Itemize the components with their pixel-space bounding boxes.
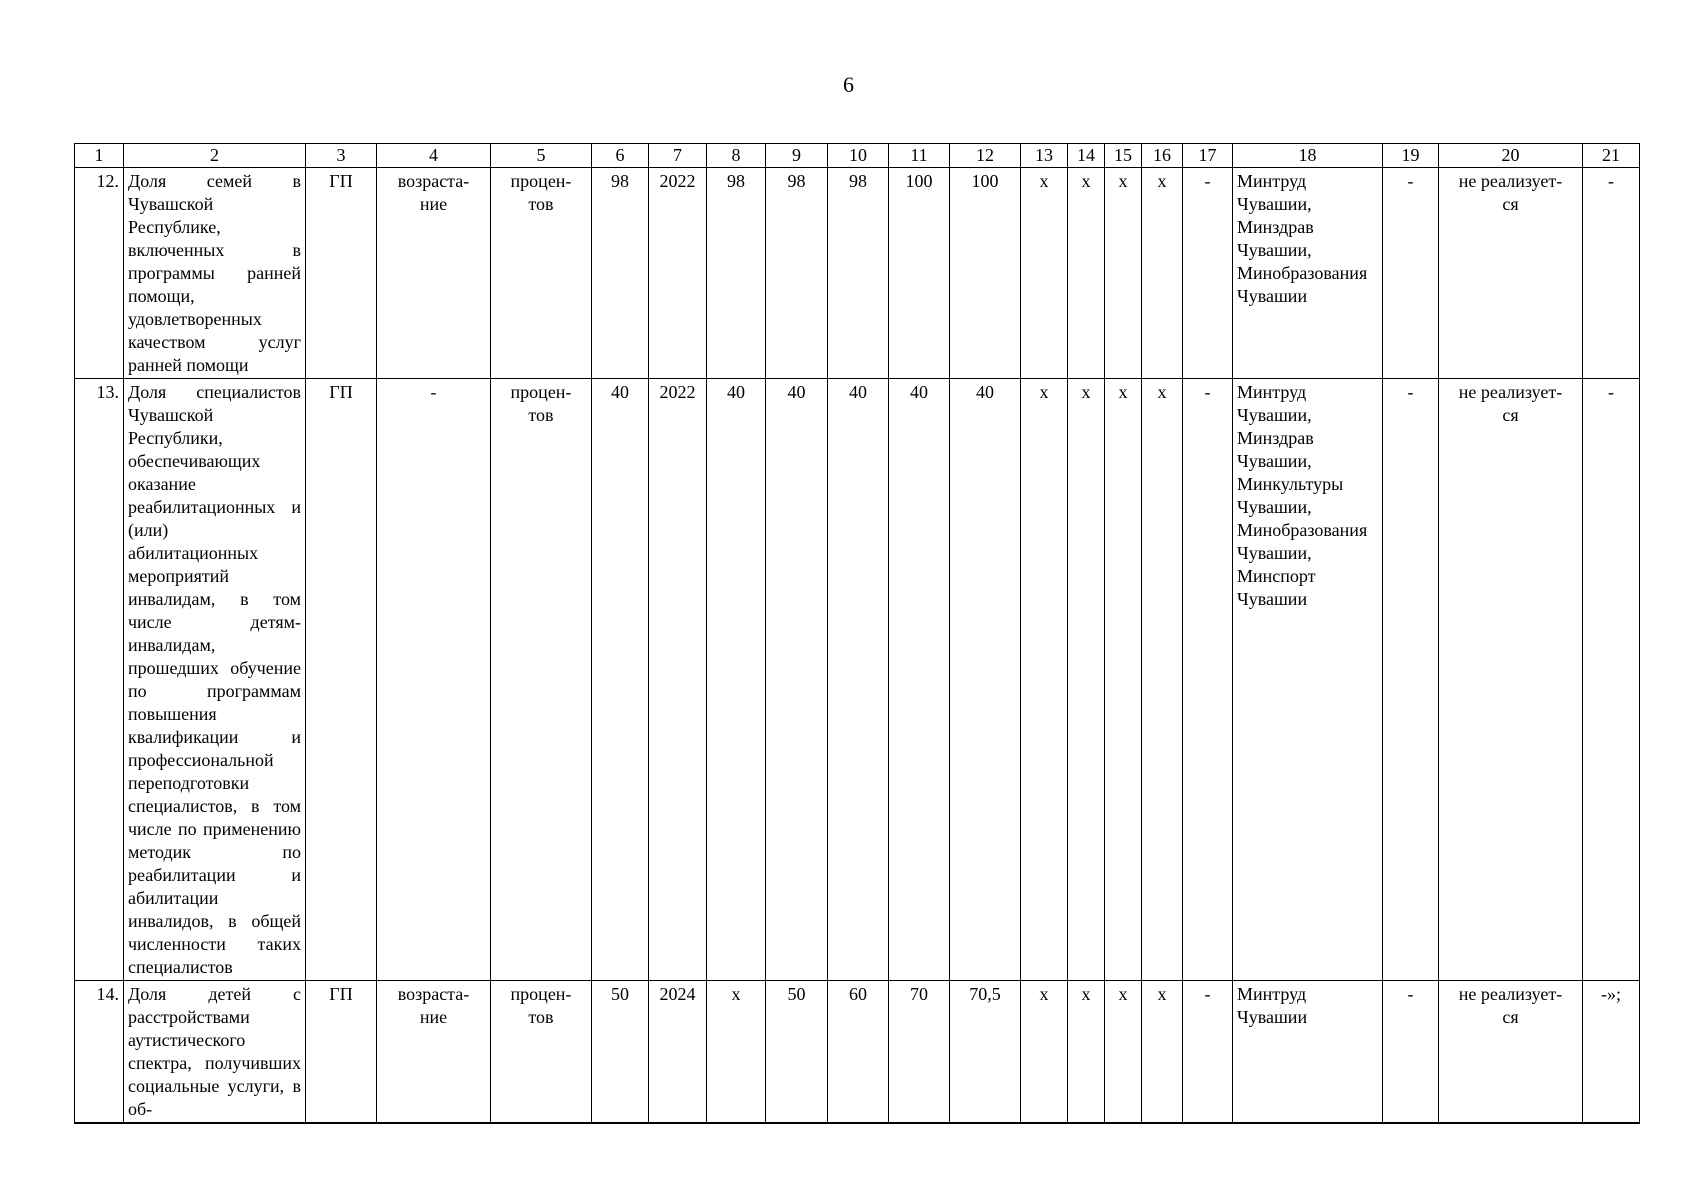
column-header: 3	[306, 144, 377, 168]
column-header: 7	[649, 144, 707, 168]
table-row	[75, 379, 1640, 981]
base-year: 2022	[649, 168, 707, 379]
column-header: 18	[1233, 144, 1383, 168]
base-year: 2022	[649, 379, 707, 981]
cell-value: 98	[766, 168, 828, 379]
cell-value: -	[1583, 168, 1640, 379]
column-header: 11	[889, 144, 950, 168]
cell-value: 40	[766, 379, 828, 981]
indicator-name: Доля специалистов Чувашской Республики, обеспечивающих оказание реабилитационных и (или) абилитационных мероприятий инвалидам, в том числе детям-инвалидам, прошедших обучение по программам повышения квалификации и профессиональной переподготовки специалистов, в том числе по применению методик по реабилитации и абилитации инвалидов, в общей численности таких специалистов	[124, 379, 306, 981]
column-header: 1	[75, 144, 124, 168]
table-row	[75, 981, 1640, 1124]
implementation-status: не реализует- ся	[1439, 981, 1583, 1124]
unit: процен- тов	[491, 981, 592, 1124]
cell-value: -	[1383, 379, 1439, 981]
column-header: 8	[707, 144, 766, 168]
row-number: 12.	[75, 168, 124, 379]
column-header: 17	[1183, 144, 1233, 168]
cell-value: -	[1583, 379, 1640, 981]
cell-value: x	[1021, 981, 1068, 1124]
cell-value: x	[1105, 981, 1142, 1124]
cell-value: 98	[828, 168, 889, 379]
page-number: 6	[843, 72, 854, 97]
cell-value: 100	[950, 168, 1021, 379]
program-type: ГП	[306, 981, 377, 1124]
base-year: 2024	[649, 981, 707, 1124]
cell-value: 40	[889, 379, 950, 981]
cell-value: x	[1068, 379, 1105, 981]
program-type: ГП	[306, 379, 377, 981]
cell-value: x	[1105, 168, 1142, 379]
responsible-agencies: Минтруд Чувашии, Минздрав Чувашии, Минкультуры Чувашии, Минобразования Чувашии, Минспорт Чувашии	[1233, 379, 1383, 981]
trend: возраста- ние	[377, 168, 491, 379]
table-row	[75, 168, 1640, 379]
cell-value: x	[1142, 981, 1183, 1124]
cell-value: 98	[707, 168, 766, 379]
indicator-name: Доля семей в Чувашской Республике, включенных в программы ранней помощи, удовлетворенных качеством услуг ранней помощи	[124, 168, 306, 379]
cell-value: 40	[707, 379, 766, 981]
cell-value: x	[707, 981, 766, 1124]
cell-value: 40	[828, 379, 889, 981]
column-header: 19	[1383, 144, 1439, 168]
cell-value: -	[1183, 379, 1233, 981]
column-header: 16	[1142, 144, 1183, 168]
cell-value: 40	[950, 379, 1021, 981]
cell-value: 98	[592, 168, 649, 379]
cell-value: 60	[828, 981, 889, 1124]
indicator-name: Доля детей с расстройствами аутистического спектра, получивших социальные услуги, в об-	[124, 981, 306, 1124]
column-header: 12	[950, 144, 1021, 168]
trend: -	[377, 379, 491, 981]
implementation-status: не реализует- ся	[1439, 379, 1583, 981]
column-header: 10	[828, 144, 889, 168]
cell-value: 50	[592, 981, 649, 1124]
column-header: 13	[1021, 144, 1068, 168]
cell-value: x	[1142, 168, 1183, 379]
trend: возраста- ние	[377, 981, 491, 1124]
cell-value: x	[1105, 379, 1142, 981]
cell-value: x	[1142, 379, 1183, 981]
cell-value: x	[1021, 168, 1068, 379]
cell-value: 70	[889, 981, 950, 1124]
responsible-agencies: Минтруд Чувашии, Минздрав Чувашии, Минобразования Чувашии	[1233, 168, 1383, 379]
cell-value: 100	[889, 168, 950, 379]
row-number: 13.	[75, 379, 124, 981]
column-header: 2	[124, 144, 306, 168]
implementation-status: не реализует- ся	[1439, 168, 1583, 379]
column-header: 5	[491, 144, 592, 168]
responsible-agencies: Минтруд Чувашии	[1233, 981, 1383, 1124]
indicator-table	[74, 143, 1640, 1124]
cell-value: -	[1383, 168, 1439, 379]
column-header: 21	[1583, 144, 1640, 168]
cell-value: -	[1383, 981, 1439, 1124]
column-header: 20	[1439, 144, 1583, 168]
cell-value: -	[1183, 981, 1233, 1124]
cell-value: -»;	[1583, 981, 1640, 1124]
cell-value: x	[1068, 981, 1105, 1124]
cell-value: 40	[592, 379, 649, 981]
cell-value: x	[1068, 168, 1105, 379]
unit: процен- тов	[491, 379, 592, 981]
program-type: ГП	[306, 168, 377, 379]
column-header: 15	[1105, 144, 1142, 168]
cell-value: x	[1021, 379, 1068, 981]
column-header: 9	[766, 144, 828, 168]
row-number: 14.	[75, 981, 124, 1124]
cell-value: -	[1183, 168, 1233, 379]
cell-value: 50	[766, 981, 828, 1124]
column-header: 4	[377, 144, 491, 168]
cell-value: 70,5	[950, 981, 1021, 1124]
column-header: 14	[1068, 144, 1105, 168]
column-header: 6	[592, 144, 649, 168]
table-header-row	[75, 144, 1640, 168]
unit: процен- тов	[491, 168, 592, 379]
